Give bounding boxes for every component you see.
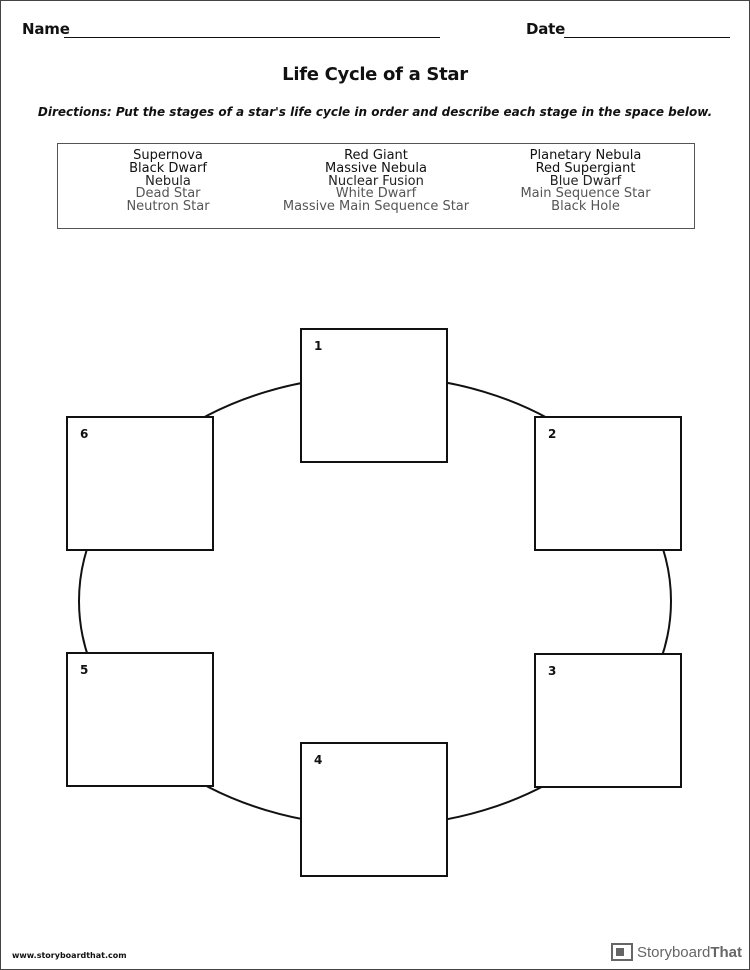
word-bank-item: Red Giant <box>344 148 408 163</box>
word-bank-item: Nuclear Fusion <box>328 173 424 189</box>
date-label: Date <box>526 20 566 38</box>
word-bank-item: White Dwarf <box>335 186 417 202</box>
stage-number: 4 <box>314 753 323 767</box>
footer-url: www.storyboardthat.com <box>12 951 127 960</box>
stage-box-3[interactable] <box>534 653 682 788</box>
word-bank-item: Nebula <box>145 173 191 189</box>
word-bank-item: Main Sequence Star <box>520 186 651 202</box>
word-bank-item: Neutron Star <box>126 199 210 215</box>
word-bank-item: Planetary Nebula <box>529 148 642 163</box>
page-title: Life Cycle of a Star <box>282 64 468 85</box>
logo-text-that: That <box>710 943 742 961</box>
directions: Directions: Put the stages of a star's life cycle in order and describe each stage in the space below. <box>37 105 713 119</box>
storyboardthat-logo <box>611 941 742 963</box>
storyboard-logo-icon <box>611 943 633 961</box>
stage-box-1[interactable] <box>300 328 448 463</box>
stage-box-4[interactable] <box>300 742 448 877</box>
stage-box-2[interactable] <box>534 416 682 551</box>
word-bank-item: Red Supergiant <box>535 160 636 176</box>
name-label: Name <box>22 20 70 38</box>
stage-number: 2 <box>548 427 557 441</box>
word-bank-item: Black Hole <box>551 199 620 215</box>
stage-number: 1 <box>314 339 323 353</box>
word-bank-item: Dead Star <box>135 186 201 202</box>
stage-number: 5 <box>80 663 89 677</box>
word-bank-item: Massive Nebula <box>325 160 427 176</box>
word-bank-item: Blue Dwarf <box>549 173 622 189</box>
word-bank-item: Supernova <box>133 148 203 163</box>
stage-box-5[interactable] <box>66 652 214 787</box>
stage-box-6[interactable] <box>66 416 214 551</box>
stage-number: 3 <box>548 664 557 678</box>
word-bank-item: Black Dwarf <box>129 160 207 176</box>
word-bank-item: Massive Main Sequence Star <box>282 199 470 215</box>
logo-text-storyboard: Storyboard <box>636 943 711 961</box>
stage-number: 6 <box>80 427 89 441</box>
